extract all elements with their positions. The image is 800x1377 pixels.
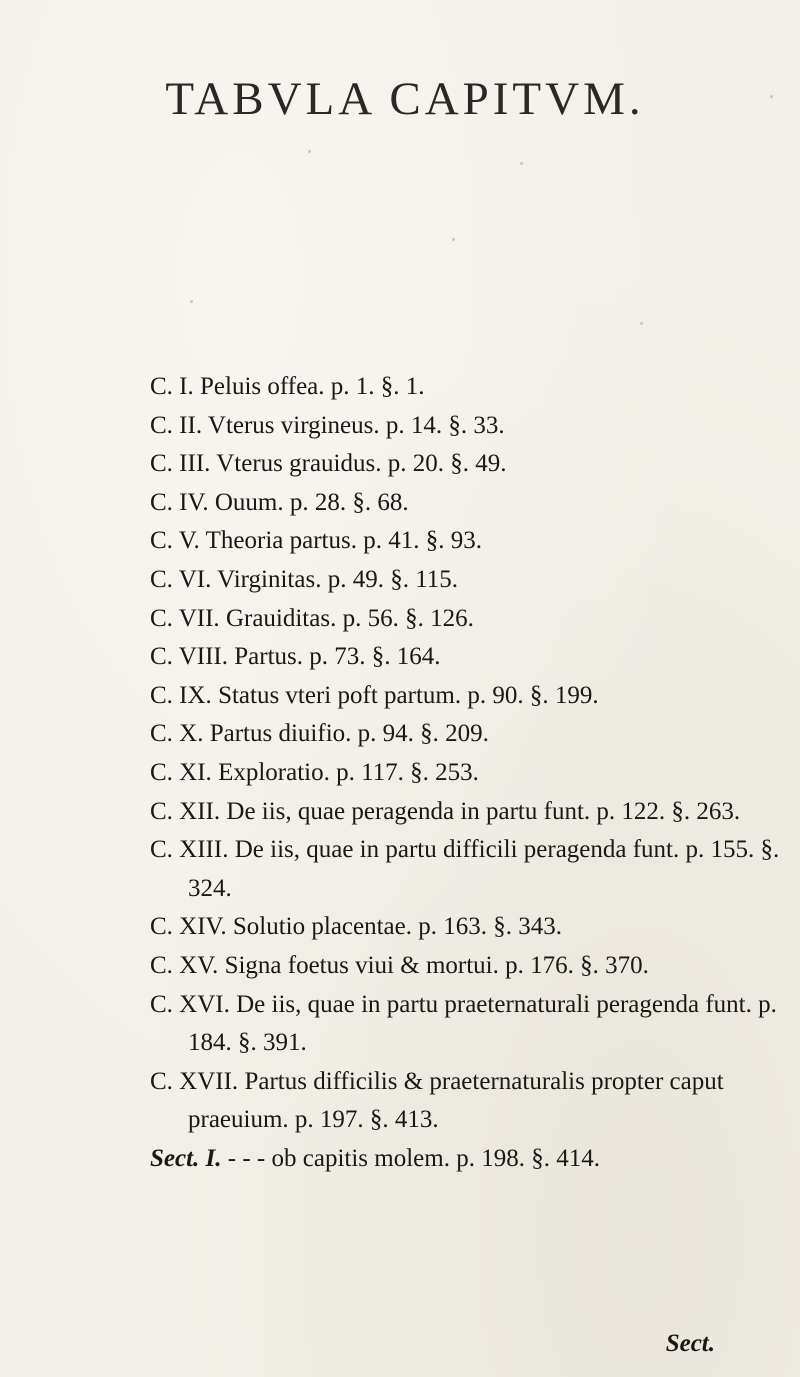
chapter-title: Signa foetus viui & mortui. p. 176. §. 370. <box>224 951 649 979</box>
chapter-title: Grauiditas. p. 56. §. 126. <box>225 604 474 632</box>
chapter-title: Vterus grauidus. p. 20. §. 49. <box>216 450 507 478</box>
chapter-title: De iis, quae in partu praeternaturali peragenda funt. p. 184. §. 391. <box>188 990 777 1057</box>
chapter-number: C. X. <box>150 720 204 748</box>
chapter-number: C. XIV. <box>150 913 227 941</box>
chapter-title: Partus diuifio. p. 94. §. 209. <box>209 720 489 748</box>
toc-entry <box>150 1140 780 1179</box>
chapter-number: C. I. <box>150 373 194 400</box>
toc-entry <box>150 368 780 407</box>
chapter-number: C. VIII. <box>150 643 229 671</box>
chapter-table <box>150 368 780 1178</box>
toc-entry <box>150 1063 780 1140</box>
toc-entry <box>150 561 780 600</box>
chapter-title: Partus difficilis & praeternaturalis propter caput praeuium. p. 197. §. 413. <box>188 1067 724 1134</box>
chapter-number: C. XI. <box>150 758 212 786</box>
chapter-number: C. XV. <box>150 951 219 979</box>
chapter-number: C. III. <box>150 450 211 478</box>
chapter-title: De iis, quae peragenda in partu funt. p. 122. §. 263. <box>226 797 741 825</box>
toc-entry <box>150 831 780 908</box>
toc-entry <box>150 677 780 716</box>
toc-entry <box>150 715 780 754</box>
chapter-number: C. XII. <box>150 797 221 825</box>
chapter-title: Partus. p. 73. §. 164. <box>234 643 441 671</box>
chapter-title: Status vteri poft partum. p. 90. §. 199. <box>218 681 599 709</box>
chapter-title: Exploratio. p. 117. §. 253. <box>218 758 479 786</box>
chapter-title: Solutio placentae. p. 163. §. 343. <box>232 913 563 941</box>
chapter-number: C. II. <box>150 411 203 439</box>
chapter-number: C. XVII. <box>150 1067 239 1095</box>
chapter-number: C. V. <box>150 527 200 555</box>
toc-entry <box>150 986 780 1063</box>
chapter-title: Theoria partus. p. 41. §. 93. <box>205 527 482 555</box>
chapter-title: Ouum. p. 28. §. 68. <box>214 488 409 516</box>
chapter-title: Virginitas. p. 49. §. 115. <box>217 565 459 593</box>
toc-entry <box>150 793 780 832</box>
toc-entry <box>150 908 780 947</box>
chapter-number: C. XVI. <box>150 990 230 1018</box>
toc-entry <box>150 638 780 677</box>
toc-entry <box>150 754 780 793</box>
toc-entry <box>150 600 780 639</box>
toc-entry <box>150 947 780 986</box>
paper-speck <box>308 150 311 153</box>
section-title: - - - ob capitis molem. p. 198. §. 414. <box>227 1144 600 1172</box>
paper-speck <box>190 300 193 303</box>
chapter-title: Vterus virgineus. p. 14. §. 33. <box>207 411 505 439</box>
chapter-title: Peluis offea. p. 1. §. 1. <box>200 373 425 400</box>
chapter-number: C. VI. <box>150 565 212 593</box>
chapter-title: De iis, quae in partu difficili peragenda funt. p. 155. §. 324. <box>188 836 780 902</box>
toc-entry <box>150 445 780 484</box>
section-number: Sect. I. <box>150 1144 222 1172</box>
toc-entry <box>150 407 780 446</box>
chapter-number: C. XIII. <box>150 836 229 864</box>
chapter-number: C. VII. <box>150 604 220 632</box>
toc-entry <box>150 484 780 523</box>
paper-speck <box>520 162 523 165</box>
chapter-number: C. IX. <box>150 681 212 709</box>
chapter-number: C. IV. <box>150 488 209 516</box>
page-title: TABVLA CAPITVM. <box>165 73 645 125</box>
paper-speck <box>640 322 643 325</box>
paper-speck <box>452 238 455 241</box>
toc-entry <box>150 522 780 561</box>
catchword: Sect. <box>665 1330 715 1357</box>
